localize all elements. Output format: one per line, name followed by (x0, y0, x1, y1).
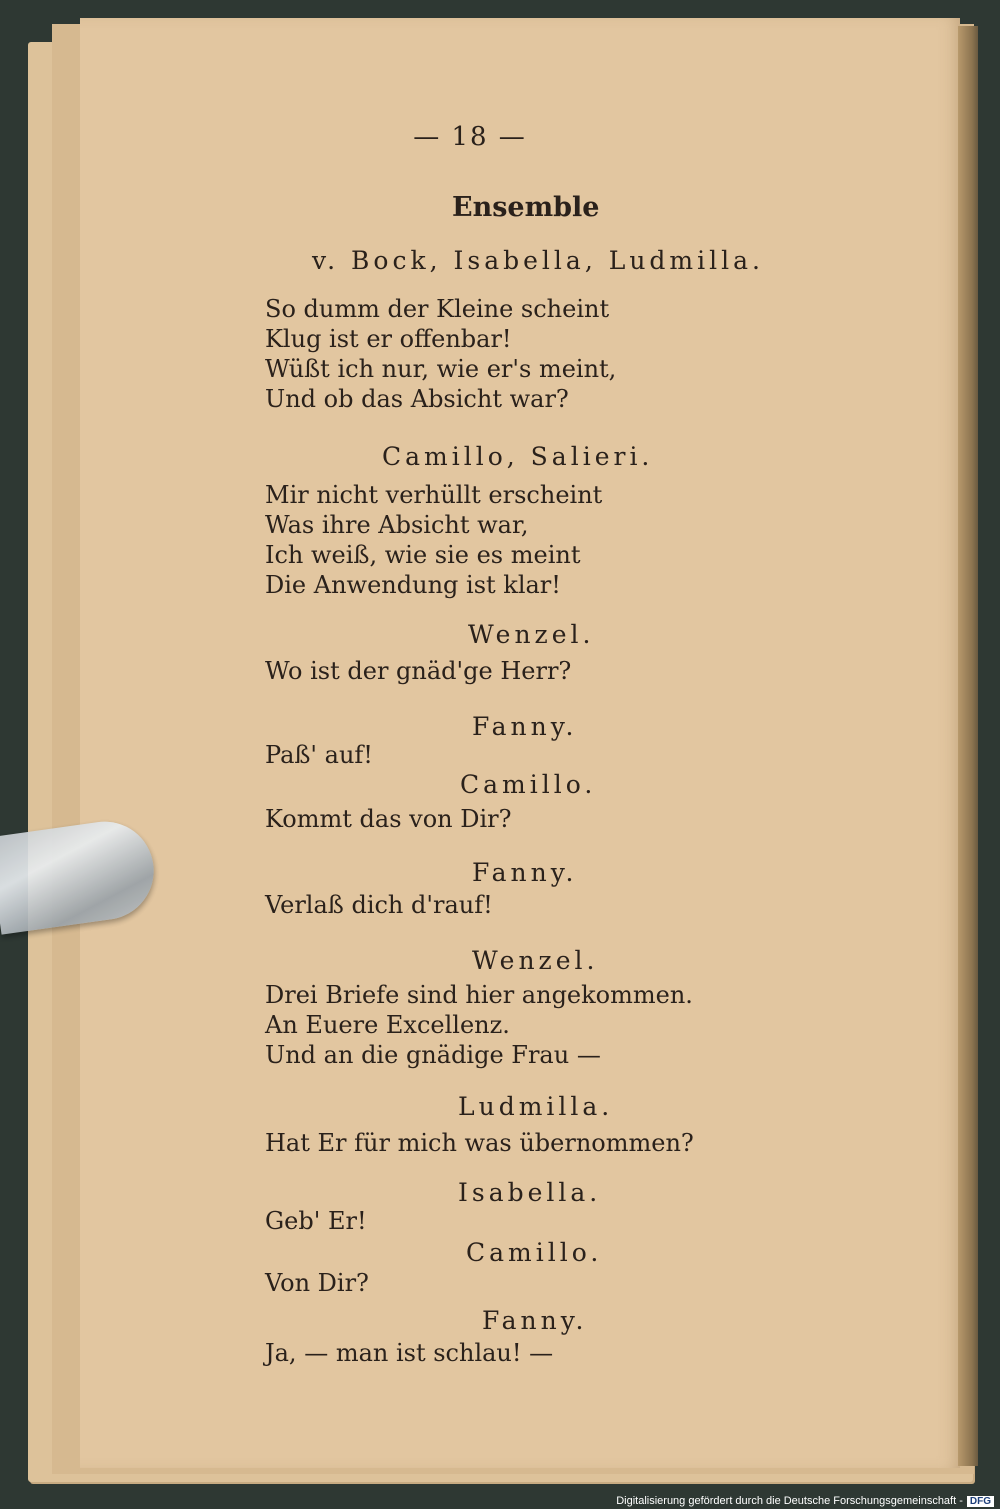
verse-line: Hat Er für mich was übernommen? (265, 1129, 694, 1157)
speaker-heading: Fanny. (472, 858, 578, 887)
digitization-footer (616, 1495, 994, 1507)
verse-line: Verlaß dich d'rauf! (265, 891, 493, 919)
verse-line: Wo ist der gnäd'ge Herr? (265, 657, 572, 685)
speaker-heading: Camillo. (466, 1238, 603, 1267)
verse-line: Und an die gnädige Frau — (265, 1041, 601, 1069)
verse-block (265, 1206, 367, 1236)
verse-line: Kommt das von Dir? (265, 805, 512, 833)
speaker-heading: Wenzel. (472, 946, 599, 975)
page-edge-shadow (958, 26, 978, 1466)
verse-block (265, 890, 493, 920)
verse-line: So dumm der Kleine scheint (265, 295, 610, 323)
verse-line: Klug ist er offenbar! (265, 325, 512, 353)
verse-block (265, 804, 512, 834)
verse-block (265, 1268, 369, 1298)
speaker-heading: Fanny. (482, 1306, 588, 1335)
speaker-heading: Camillo. (460, 770, 597, 799)
speaker-heading: v. Bock, Isabella, Ludmilla. (312, 246, 764, 275)
verse-block (265, 740, 373, 770)
verse-line: Von Dir? (265, 1269, 369, 1297)
verse-line: Und ob das Absicht war? (265, 385, 569, 413)
speaker-heading: Wenzel. (468, 620, 595, 649)
verse-block (265, 1338, 553, 1368)
verse-line: Was ihre Absicht war, (265, 511, 529, 539)
footer-text: Digitalisierung gefördert durch die Deutsche Forschungsgemeinschaft - (616, 1495, 963, 1507)
verse-line: Ich weiß, wie sie es meint (265, 541, 581, 569)
verse-block (265, 1128, 694, 1158)
verse-block (265, 656, 571, 686)
dfg-logo: DFG (967, 1496, 994, 1507)
verse-line: Mir nicht verhüllt erscheint (265, 481, 603, 509)
section-title: Ensemble (452, 192, 600, 223)
verse-line: Die Anwendung ist klar! (265, 571, 561, 599)
speaker-heading: Fanny. (472, 712, 578, 741)
verse-block (265, 294, 616, 414)
speaker-heading: Isabella. (458, 1178, 602, 1207)
verse-line: An Euere Excellenz. (265, 1011, 510, 1039)
speaker-heading: Ludmilla. (458, 1092, 614, 1121)
verse-block (265, 980, 693, 1070)
verse-line: Drei Briefe sind hier angekommen. (265, 981, 693, 1009)
page-number: — 18 — (413, 122, 527, 152)
verse-line: Geb' Er! (265, 1207, 367, 1235)
page-content (80, 18, 960, 1468)
verse-block (265, 480, 602, 600)
verse-line: Ja, — man ist schlau! — (265, 1339, 554, 1367)
verse-line: Wüßt ich nur, wie er's meint, (265, 355, 617, 383)
verse-line: Paß' auf! (265, 741, 373, 769)
speaker-heading: Camillo, Salieri. (382, 442, 654, 471)
